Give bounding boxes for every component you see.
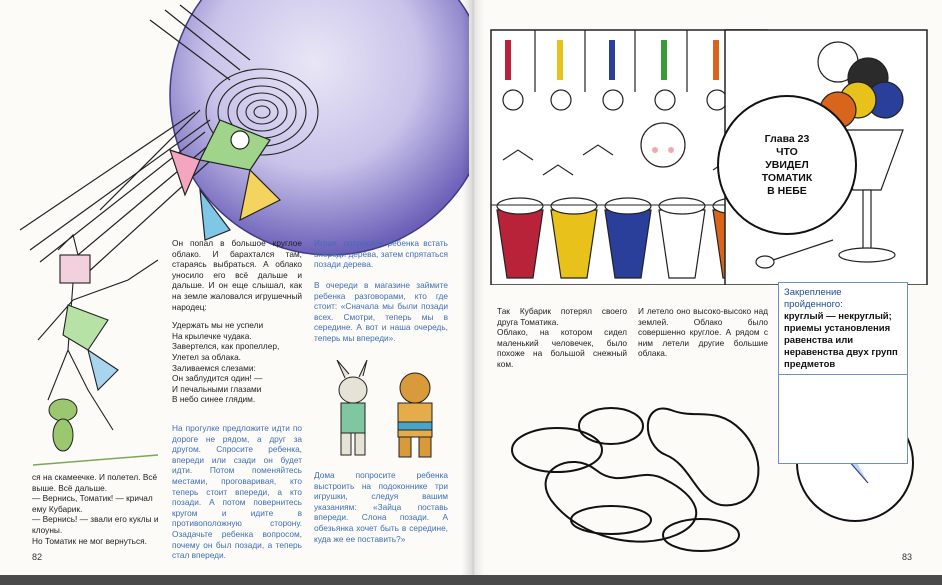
left-page: [0, 0, 469, 578]
poem-line: Завертелся, как пропеллер,: [172, 341, 280, 352]
poem-line: Улетел за облака.: [172, 351, 241, 362]
review-heading: Закрепление пройденного:: [784, 287, 843, 310]
poem-line: В небо синее глядим.: [172, 394, 256, 405]
toys-illustration: [315, 360, 455, 465]
book-gutter: [462, 0, 484, 585]
bottom-edge: [0, 575, 942, 585]
tip-shop: В очереди в магазине займите ребенка разговорами, кто где стоит: «Сначала мы были позади всех. Смотри, теперь мы в середине. А вот и наша очередь, теперь мы впереди».: [314, 280, 448, 343]
review-divider: [779, 374, 907, 375]
poem-line: Заливаемся слезами:: [172, 362, 256, 373]
story-paragraph: Он попал в большое круглое облако. И барахтался там, стараясь выбраться. А облако уносило его всё дальше и дальше. И он еще слышал, как на земле жаловался игрушечный народец:: [172, 238, 302, 312]
review-body: круглый — некруглый; приемы установления равенства или неравенства двух групп предметов: [784, 311, 898, 370]
tip-toys: Дома попросите ребенка выстроить на подоконнике три игрушки, следуя вашим указаниям: «Зайца поставь впереди. Слона позади. А обезьянка хочет быть в середине, куда же ее поставить?»: [314, 470, 448, 544]
poem-line: Он заблудится один! —: [172, 373, 263, 384]
page-number-left: 82: [32, 552, 43, 562]
tip-walk: На прогулке предложите идти по дороге не рядом, а друг за другом. Спросите ребенка, впереди или сзади он будет идти. Потом поменяйтесь местами, проговаривая, кто теперь стоит впереди, а кто позади. А потом повернитесь кругом и идите в противоположную сторону. Озадачьте ребенка вопросом, почему он был позади, а теперь стал впереди.: [172, 423, 302, 561]
page-number-right: 83: [902, 552, 913, 562]
poem-line: Удержать мы не успели: [172, 320, 264, 331]
chapter-number: Глава 23: [764, 132, 810, 145]
story-column-2: И летело оно высоко-высоко над землей. Облако было совершенно круглое. А рядом с ним летели другие большие облака.: [638, 306, 768, 359]
tip-tree: Играя, попросите ребенка встать впереди дерева, затем спрятаться позади дерева.: [314, 238, 448, 270]
figure-illustration: [18, 230, 168, 470]
story-column: [172, 238, 302, 405]
chapter-title-line: ЧТО: [776, 145, 798, 158]
chapter-title-line: ТОМАТИК: [761, 171, 813, 184]
cups-illustration: [473, 0, 942, 285]
poem-line: И печальными глазами: [172, 383, 262, 394]
chapter-title-line: УВИДЕЛ: [765, 158, 809, 171]
poem: [172, 320, 302, 405]
story-column-1: Так Кубарик потерял своего друга Томатика. Облако, на котором сидел маленький человечек, было похоже на большой снежный ком.: [497, 306, 627, 369]
poem-line: На крылечке чудака.: [172, 330, 252, 341]
story-end: ся на скамеечке. И полетел. Всё выше. Всё дальше. — Вернись, Томатик! — кричал ему Кубарик. — Вернись! — звали его куклы и клоуны. Но Томатик не мог вернуться.: [32, 472, 159, 546]
chapter-title-line: В НЕБЕ: [767, 184, 807, 197]
clouds-illustration: [491, 370, 781, 570]
chapter-title: [717, 95, 857, 235]
review-box: [778, 282, 908, 464]
